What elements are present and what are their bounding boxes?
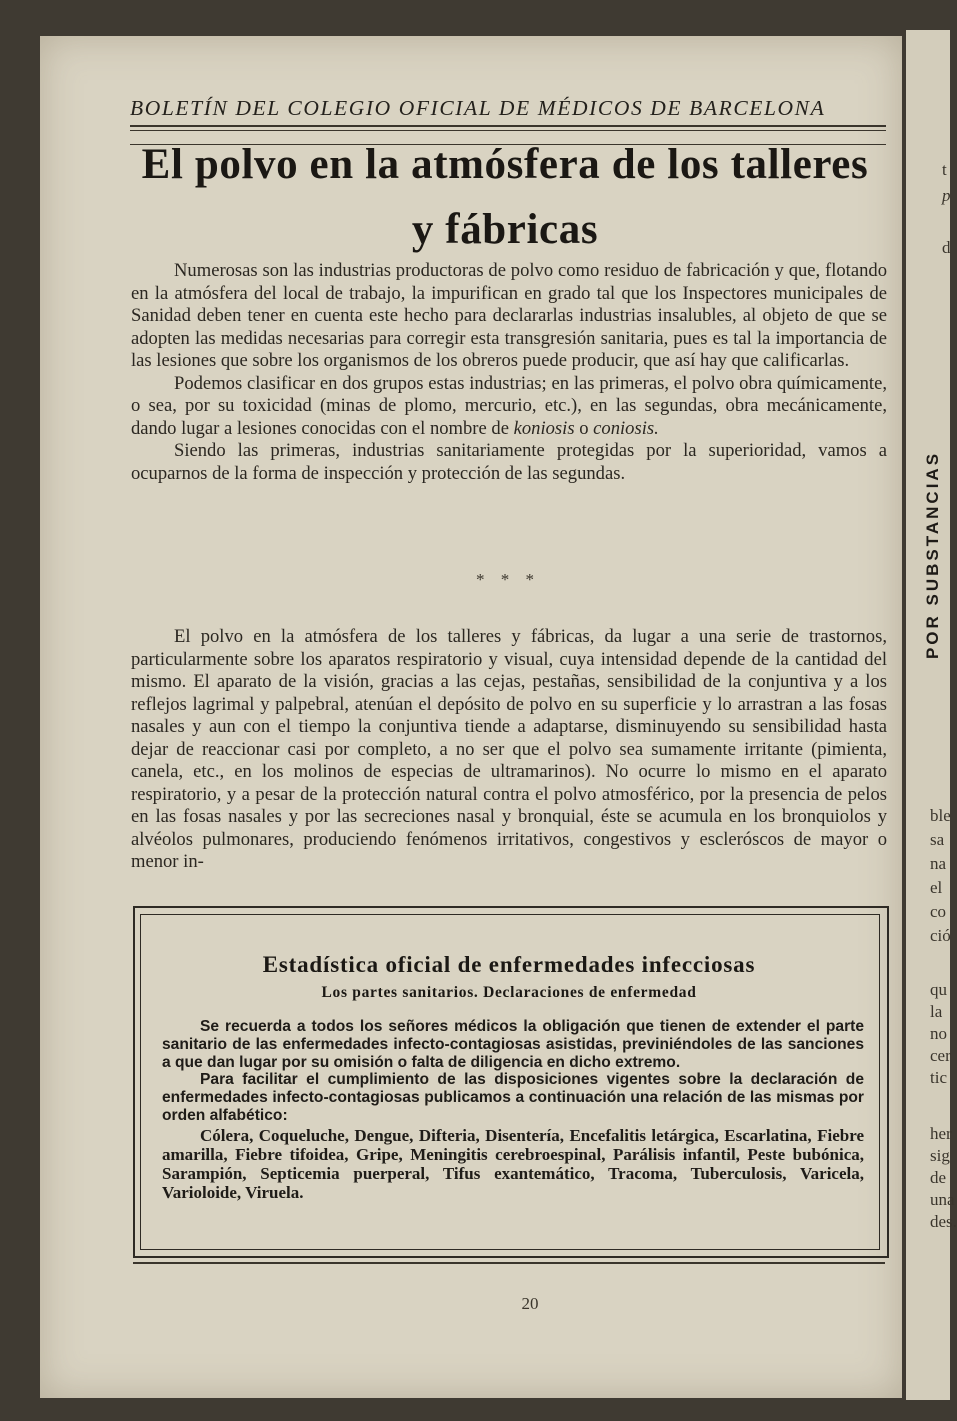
notice-box-body — [162, 1018, 864, 1202]
article-intro — [131, 260, 887, 485]
section-separator: * * * — [476, 570, 540, 589]
paragraph-text: Podemos clasificar en dos grupos estas industrias; en las primeras, el polvo obra químicamente, o sea, por su toxicidad (minas de plomo, mercurio, etc.), en las segundas, obra mecánicamente, dando lugar a lesiones conocidas con el nombre de — [131, 372, 887, 439]
notice-paragraph: Se recuerda a todos los señores médicos la obligación que tienen de extender el parte sanitario de las enfermedades infecto-contagiosas asistidas, previniéndoles de las sanciones a que dan lugar por su omisión o falta de diligencia en dicho extremo. — [162, 1018, 864, 1071]
article-paragraph: El polvo en la atmósfera de los talleres y fábricas, da lugar a una serie de trastornos, particularmente sobre los aparatos respiratorio y visual, cuya intensidad depende de la cantidad del mismo. El aparato de la visión, gracias a las cejas, pestañas, sensibilidad de la conjuntiva y a los reflejos lagrimal y palpebral, atenúan el depósito de polvo en su superficie y lo arrastran a las fosas nasales y aun con el tiempo la conjuntiva tiende a adaptarse, disminuyendo su sensibilidad hasta dejar de reaccionar casi por completo, a no ser que el polvo sea sumamente irritante (pimienta, canela, etc., en los molinos de especias de ultramarinos). No ocurre lo mismo en el aparato respiratorio, y a pesar de la protección natural contra el polvo atmosférico, por la presencia de pelos en las fosas nasales y por las secreciones nasal y bronquial, éste se acumula en los bronquiolos y alvéolos pulmonares, produciendo fenómenos irritativos, congestivos y escleróscos de mayor o menor in- — [131, 626, 887, 872]
adjacent-fragment: el — [930, 878, 943, 897]
term-koniosis: koniosis — [513, 417, 575, 439]
adjacent-fragment: ció — [930, 926, 951, 945]
adjacent-fragment: cer — [930, 1046, 951, 1065]
article-title-line1: El polvo en la atmósfera de los talleres — [141, 141, 869, 188]
article-paragraph: Siendo las primeras, industrias sanitariamente protegidas por la superioridad, vamos a ocuparnos de la forma de inspección y protección de las segundas. — [131, 440, 887, 484]
adjacent-vertical-heading — [918, 410, 948, 700]
adjacent-fragment: des. — [930, 1212, 957, 1231]
adjacent-fragment: ble — [930, 806, 951, 825]
adjacent-fragment: no — [930, 1024, 947, 1043]
header-rule-thick — [130, 125, 886, 127]
adjacent-fragment: t — [942, 160, 947, 179]
adjacent-fragment: de — [930, 1168, 947, 1187]
adjacent-fragment: sig — [930, 1146, 950, 1165]
adjacent-fragment: la — [930, 1002, 943, 1021]
adjacent-fragment: na — [930, 854, 947, 873]
article-paragraph — [131, 373, 887, 441]
term-connector: o — [579, 417, 589, 439]
adjacent-page-edge — [906, 30, 957, 1400]
notice-box-subtitle: Los partes sanitarios. Declaraciones de enfermedad — [321, 984, 697, 1001]
adjacent-fragment: sa — [930, 830, 945, 849]
article-title-line2: y fábricas — [411, 206, 599, 253]
page-number: 20 — [521, 1294, 539, 1313]
box-bottom-rule — [133, 1262, 885, 1264]
notice-box-title: Estadística oficial de enfermedades infecciosas — [262, 952, 756, 977]
notice-paragraph: Para facilitar el cumplimiento de las disposiciones vigentes sobre la declaración de enfermedades infecto-contagiosas publicamos a continuación una relación de las mismas por orden alfabético: — [162, 1071, 864, 1124]
term-coniosis: coniosis. — [593, 417, 659, 439]
adjacent-fragment: p — [942, 186, 951, 205]
adjacent-fragment: her — [930, 1124, 952, 1143]
adjacent-fragment: co — [930, 902, 947, 921]
adjacent-fragment: una — [930, 1190, 955, 1209]
adjacent-vertical-text: POR SUBSTANCIAS — [923, 450, 942, 660]
adjacent-fragment: d — [942, 238, 951, 257]
adjacent-fragment: qu — [930, 980, 947, 999]
adjacent-fragment: tic — [930, 1068, 947, 1087]
article-paragraph: Numerosas son las industrias productoras de polvo como residuo de fabricación y que, flotando en la atmósfera del local de trabajo, la impurifican en grado tal que los Inspectores municipales de Sanidad deben tener en cuenta este hecho para declararlas industrias insalubles, al objeto de que se adopten las medidas necesarias para corregir esta transgresión sanitaria, pues es tal la importancia de las lesiones que sobre los organismos de los obreros puede producir, que así hay que calificarlas. — [131, 260, 887, 371]
article-continued — [131, 626, 887, 874]
disease-list: Cólera, Coqueluche, Dengue, Difteria, Disentería, Encefalitis letárgica, Escarlatina, Fiebre amarilla, Fiebre tifoidea, Gripe, Meningitis cerebroespinal, Parálisis infantil, Peste bubónica, Sarampión, Septicemia puerperal, Tifus exantemático, Tracoma, Tuberculosis, Varicela, Varioloide, Viruela. — [162, 1125, 864, 1202]
header-rule-thin — [130, 130, 886, 131]
running-header: BOLETÍN DEL COLEGIO OFICIAL DE MÉDICOS DE BARCELONA — [130, 96, 826, 120]
